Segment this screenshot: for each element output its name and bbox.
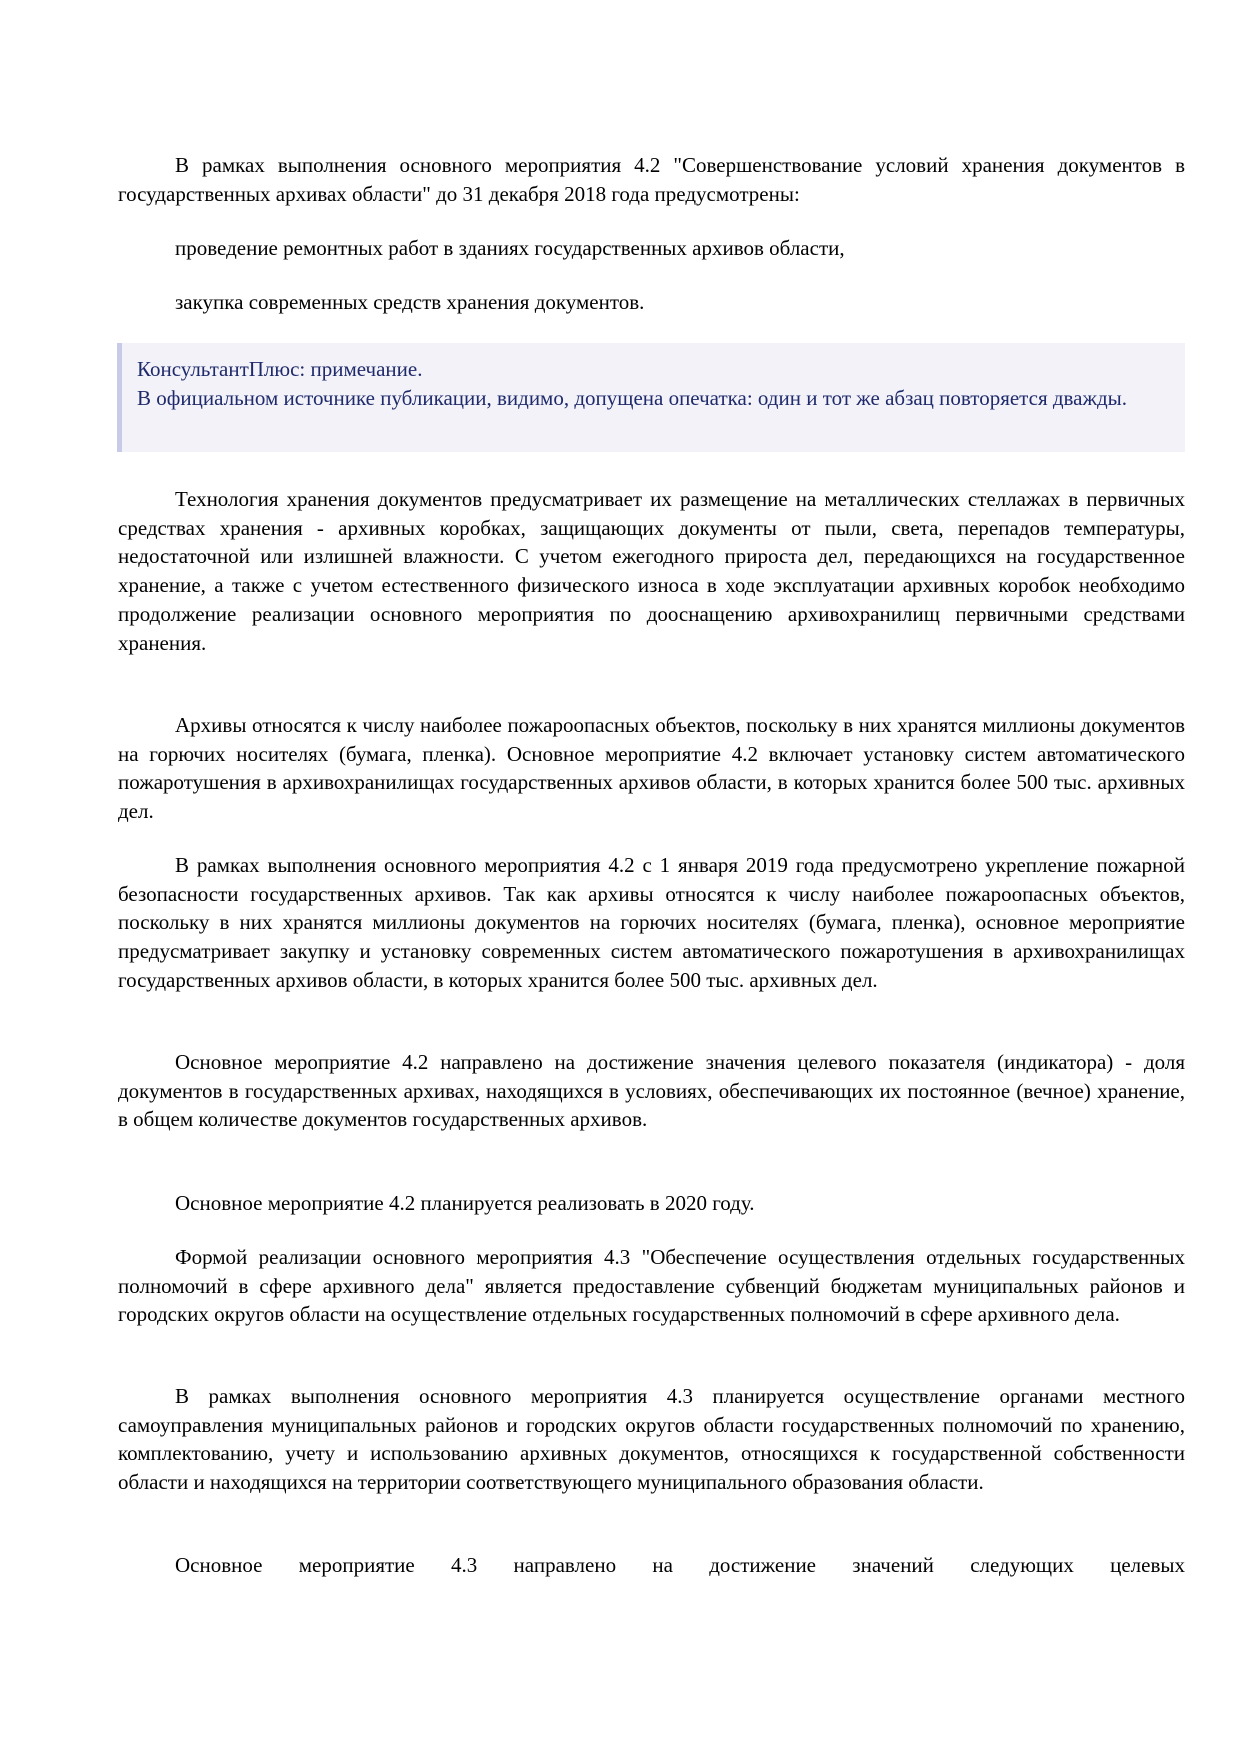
paragraph: В рамках выполнения основного мероприятия 4.3 планируется осуществление органами местного самоуправления муниципальных районов и городских округов области государственных полномочий по хранению, комплектованию, учету и использованию архивных документов, относящихся к государственной собственности области и находящихся на территории соответствующего муниципального образования области. (118, 1384, 1185, 1495)
paragraph: Архивы относятся к числу наиболее пожароопасных объектов, поскольку в них хранятся миллионы документов на горючих носителях (бумага, пленка). Основное мероприятие 4.2 включает установку систем автоматического пожаротушения в архивохранилищах государственных архивов области, в которых хранится более 500 тыс. архивных дел. (118, 713, 1185, 824)
note-text: В официальном источнике публикации, видимо, допущена опечатка: один и тот же абзац повторяется дважды. (137, 385, 1128, 410)
paragraph: Основное мероприятие 4.2 планируется реализовать в 2020 году. (175, 1191, 755, 1215)
list-item: закупка современных средств хранения документов. (175, 290, 645, 314)
paragraph: Основное мероприятие 4.3 направлено на достижение значений следующих целевых (175, 1553, 1185, 1577)
note-title: КонсультантПлюс: примечание. (137, 357, 423, 381)
paragraph: В рамках выполнения основного мероприятия 4.2 "Совершенствование условий хранения документов в государственных архивах области" до 31 декабря 2018 года предусмотрены: (118, 153, 1185, 206)
paragraph: Технология хранения документов предусматривает их размещение на металлических стеллажах в первичных средствах хранения - архивных коробках, защищающих документы от пыли, света, перепадов температуры, недостаточной или излишней влажности. С учетом ежегодного прироста дел, передающихся на государственное хранение, а также с учетом естественного физического износа в ходе эксплуатации архивных коробок необходимо продолжение реализации основного мероприятия по дооснащению архивохранилищ первичными средствами хранения. (118, 487, 1185, 655)
list-item: проведение ремонтных работ в зданиях государственных архивов области, (175, 236, 845, 260)
paragraph: В рамках выполнения основного мероприятия 4.2 с 1 января 2019 года предусмотрено укрепление пожарной безопасности государственных архивов. Так как архивы относятся к числу наиболее пожароопасных объектов, поскольку в них хранятся миллионы документов на горючих носителях (бумага, пленка), основное мероприятие предусматривает закупку и установку современных систем автоматического пожаротушения в архивохранилищах государственных архивов области, в которых хранится более 500 тыс. архивных дел. (118, 853, 1185, 992)
paragraph: Формой реализации основного мероприятия 4.3 "Обеспечение осуществления отдельных государственных полномочий в сфере архивного дела" является предоставление субвенций бюджетам муниципальных районов и городских округов области на осуществление отдельных государственных полномочий в сфере архивного дела. (118, 1245, 1185, 1327)
consultant-note (117, 343, 1185, 452)
paragraph: Основное мероприятие 4.2 направлено на достижение значения целевого показателя (индикатора) - доля документов в государственных архивах, находящихся в условиях, обеспечивающих их постоянное (вечное) хранение, в общем количестве документов государственных архивов. (118, 1050, 1185, 1132)
